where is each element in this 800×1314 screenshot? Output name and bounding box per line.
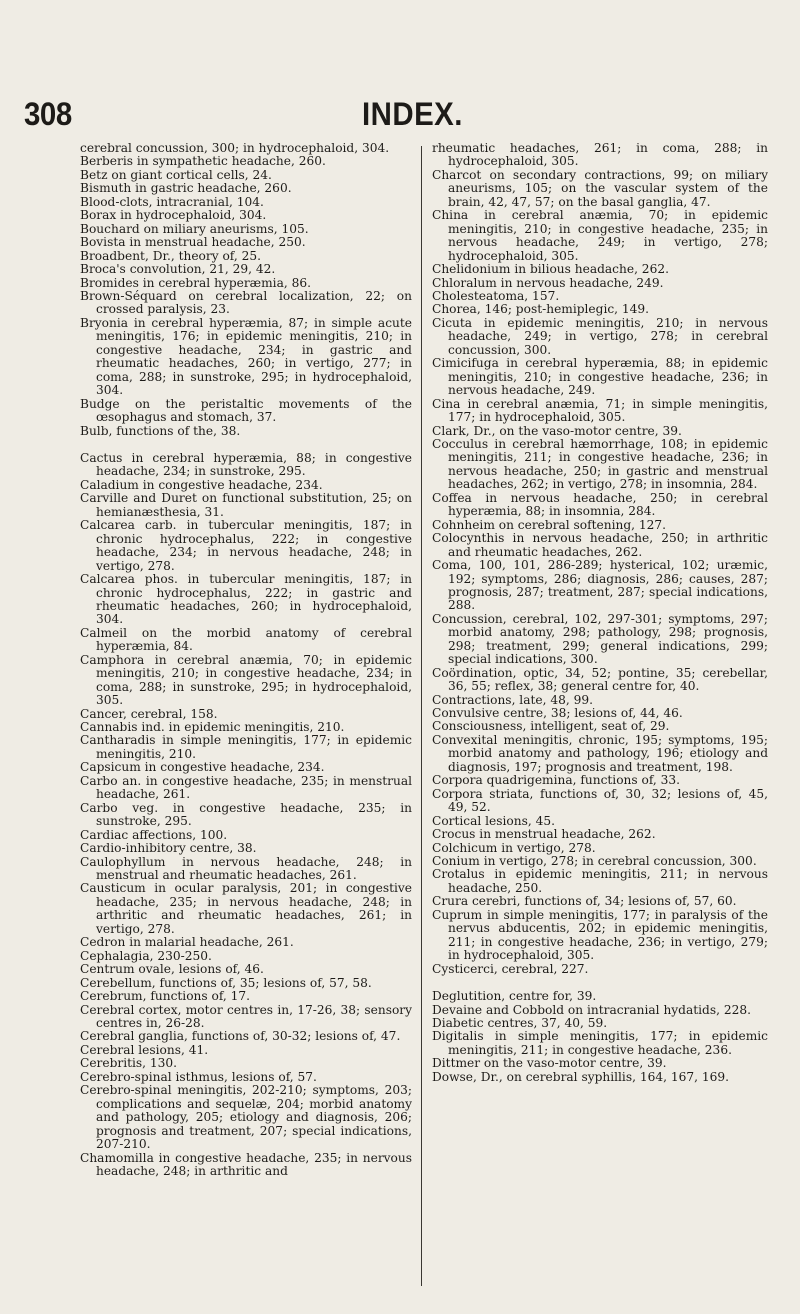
right-column (432, 142, 768, 1084)
index-entry: rheumatic headaches, 261; in coma, 288; in hydrocephaloid, 305. (432, 141, 768, 169)
index-entry: cerebral concussion, 300; in hydrocephaloid, 304. (80, 141, 390, 155)
index-entry: Cedron in malarial headache, 261. (80, 935, 294, 950)
index-entry: Charcot on secondary contractions, 99; on miliary aneurisms, 105; on the vascular system of the brain, 42, 47, 57; on the basal ganglia, 47. (432, 167, 768, 209)
index-entry: Carbo an. in congestive headache, 235; in menstrual headache, 261. (80, 773, 412, 802)
index-entry: Calmeil on the morbid anatomy of cerebral hyperæmia, 84. (80, 625, 412, 654)
page-title: INDEX. (362, 96, 463, 132)
index-entry: Cerebritis, 130. (80, 1056, 178, 1071)
index-entry: Cholesteatoma, 157. (432, 288, 560, 303)
index-entry: Cysticerci, cerebral, 227. (432, 961, 589, 976)
index-entry: Caulophyllum in nervous headache, 248; in menstrual and rheumatic headaches, 261. (80, 854, 412, 883)
index-entry: Carbo veg. in congestive headache, 235; in sunstroke, 295. (80, 800, 412, 829)
index-entry: Corpora striata, functions of, 30, 32; lesions of, 45, 49, 52. (432, 786, 768, 815)
index-entry: Colocynthis in nervous headache, 250; in arthritic and rheumatic headaches, 262. (432, 531, 768, 559)
index-entry: Consciousness, intelligent, seat of, 29. (432, 719, 670, 734)
index-entry: Cerebral lesions, 41. (80, 1042, 209, 1057)
index-entry: Coördination, optic, 34, 52; pontine, 35; cerebellar, 36, 55; reflex, 38; general centre for, 40. (432, 665, 768, 694)
index-entry: Crotalus in epidemic meningitis, 211; in nervous headache, 250. (432, 867, 768, 895)
index-entry: Convulsive centre, 38; lesions of, 44, 46. (432, 706, 683, 721)
index-entry: Bouchard on miliary aneurisms, 105. (80, 221, 309, 236)
index-entry: Bovista in menstrual headache, 250. (80, 235, 306, 250)
index-entry: Calcarea carb. in tubercular meningitis, 187; in chronic hydrocephalus, 222; in congestive headache, 234; in nervous headache, 248; in vertigo, 278. (80, 518, 412, 573)
index-entry: Corpora quadrigemina, functions of, 33. (432, 773, 681, 788)
index-entry: Bismuth in gastric headache, 260. (80, 181, 292, 196)
index-entry: Broca's convolution, 21, 29, 42. (80, 262, 276, 277)
index-entry: Digitalis in simple meningitis, 177; in epidemic meningitis, 211; in congestive headache, 236. (432, 1029, 768, 1057)
index-entry: Cerebral cortex, motor centres in, 17-26, 38; sensory centres in, 26-28. (80, 1002, 412, 1030)
index-entry: Contractions, late, 48, 99. (432, 692, 593, 707)
index-entry: Cimicifuga in cerebral hyperæmia, 88; in epidemic meningitis, 210; in congestive headache, 236; in nervous headache, 249. (432, 356, 768, 398)
index-entry: Causticum in ocular paralysis, 201; in congestive headache, 235; in nervous headache, 248; in arthritic and rheumatic headaches, 261; in vertigo, 278. (80, 881, 412, 936)
index-entry: Coffea in nervous headache, 250; in cerebral hyperæmia, 88; in insomnia, 284. (432, 490, 768, 519)
index-entry: Cerebellum, functions of, 35; lesions of, 57, 58. (80, 975, 372, 990)
index-entry: Coma, 100, 101, 286-289; hysterical, 102; uræmic, 192; symptoms, 286; diagnosis, 286; causes, 287; prognosis, 287; treatment, 287; special indications, 288. (432, 558, 768, 613)
index-entry: Calcarea phos. in tubercular meningitis, 187; in chronic hydrocephalus, 222; in gastric and rheumatic headaches, 260; in hydrocephaloid, 304. (80, 572, 412, 627)
index-entry: Cuprum in simple meningitis, 177; in paralysis of the nervus abducentis, 202; in epidemic meningitis, 211; in congestive headache, 236; in vertigo, 279; in hydrocephaloid, 305. (432, 907, 768, 963)
index-entry: Deglutition, centre for, 39. (432, 989, 597, 1004)
index-entry: Broadbent, Dr., theory of, 25. (80, 248, 262, 263)
index-entry: Cannabis ind. in epidemic meningitis, 210. (80, 720, 345, 735)
index-entry: Convexital meningitis, chronic, 195; symptoms, 195; morbid anatomy and pathology, 196; etiology and diagnosis, 197; prognosis and treatment, 198. (432, 732, 768, 774)
index-entry: Cantharadis in simple meningitis, 177; in epidemic meningitis, 210. (80, 733, 412, 761)
index-entry: Bulb, functions of the, 38. (80, 423, 241, 438)
index-entry: Carville and Duret on functional substitution, 25; on hemianæsthesia, 31. (80, 491, 412, 519)
index-entry: Bromides in cerebral hyperæmia, 86. (80, 275, 311, 290)
letter-section-gap (80, 438, 412, 452)
index-entry: Cerebrum, functions of, 17. (80, 989, 251, 1004)
index-entry: Concussion, cerebral, 102, 297-301; symptoms, 297; morbid anatomy, 298; pathology, 298; prognosis, 298; treatment, 299; general indications, 299; special indications, 300. (432, 611, 768, 667)
index-entry: Conium in vertigo, 278; in cerebral concussion, 300. (432, 854, 757, 869)
index-body (0, 142, 800, 1292)
index-entry: Clark, Dr., on the vaso-motor centre, 39. (432, 423, 682, 438)
index-entry: Cerebral ganglia, functions of, 30-32; lesions of, 47. (80, 1029, 401, 1044)
index-entry: Cina in cerebral anæmia, 71; in simple meningitis, 177; in hydrocephaloid, 305. (432, 396, 768, 425)
index-entry: Devaine and Cobbold on intracranial hydatids, 228. (432, 1002, 751, 1017)
index-entry: Cerebro-spinal isthmus, lesions of, 57. (80, 1069, 317, 1084)
index-entry: Cephalagia, 230-250. (80, 948, 212, 963)
index-entry: Caladium in congestive headache, 234. (80, 477, 323, 492)
index-entry: Budge on the peristaltic movements of the œsophagus and stomach, 37. (80, 396, 412, 425)
index-entry: Cardiac affections, 100. (80, 827, 228, 842)
index-entry: Cicuta in epidemic meningitis, 210; in nervous headache, 249; in vertigo, 278; in cerebral concussion, 300. (432, 315, 768, 357)
left-column (80, 142, 412, 1178)
index-entry: Crura cerebri, functions of, 34; lesions of, 57, 60. (432, 894, 737, 909)
index-entry: Cancer, cerebral, 158. (80, 706, 218, 721)
index-entry: Cactus in cerebral hyperæmia, 88; in congestive headache, 234; in sunstroke, 295. (80, 450, 412, 479)
index-entry: Camphora in cerebral anæmia, 70; in epidemic meningitis, 210; in congestive headache, 234; in coma, 288; in sunstroke, 295; in hydrocephaloid, 305. (80, 652, 412, 708)
page-number: 308 (24, 96, 72, 132)
index-entry: Blood-clots, intracranial, 104. (80, 194, 264, 209)
index-entry: Dittmer on the vaso-motor centre, 39. (432, 1056, 667, 1071)
index-entry: Cocculus in cerebral hæmorrhage, 108; in epidemic meningitis, 211; in congestive headache, 236; in nervous headache, 250; in gastric and menstrual headaches, 262; in vertigo, 278; in insomnia, 284. (432, 436, 768, 492)
index-entry: Betz on giant cortical cells, 24. (80, 167, 272, 182)
index-entry: Bryonia in cerebral hyperæmia, 87; in simple acute meningitis, 176; in epidemic meningitis, 210; in congestive headache, 234; in gastric and rheumatic headaches, 260; in vertigo, 277; in coma, 288; in sunstroke, 295; in hydrocephaloid, 304. (80, 315, 412, 398)
index-entry: Crocus in menstrual headache, 262. (432, 827, 656, 842)
index-entry: Chloralum in nervous headache, 249. (432, 275, 664, 290)
letter-section-gap (432, 976, 768, 990)
index-entry: Centrum ovale, lesions of, 46. (80, 962, 264, 977)
index-entry: Berberis in sympathetic headache, 260. (80, 154, 326, 169)
index-entry: Cortical lesions, 45. (432, 813, 555, 828)
index-entry: Brown-Séquard on cerebral localization, 22; on crossed paralysis, 23. (80, 288, 412, 317)
index-entry: Chamomilla in congestive headache, 235; in nervous headache, 248; in arthritic and (80, 1150, 412, 1178)
index-entry: Dowse, Dr., on cerebral syphillis, 164, 167, 169. (432, 1069, 729, 1084)
index-entry: Cohnheim on cerebral softening, 127. (432, 517, 667, 532)
index-entry: Diabetic centres, 37, 40, 59. (432, 1016, 608, 1030)
index-entry: China in cerebral anæmia, 70; in epidemic meningitis, 210; in congestive headache, 235; in nervous headache, 249; in vertigo, 278; hydrocephaloid, 305. (432, 208, 768, 263)
index-entry: Chorea, 146; post-hemiplegic, 149. (432, 302, 650, 317)
index-entry: Cardio-inhibitory centre, 38. (80, 841, 257, 856)
index-entry: Colchicum in vertigo, 278. (432, 840, 596, 855)
index-entry: Chelidonium in bilious headache, 262. (432, 262, 669, 277)
index-entry: Cerebro-spinal meningitis, 202-210; symptoms, 203; complications and sequelæ, 204; morbid anatomy and pathology, 205; etiology and diagnosis, 206; prognosis and treatment, 207; special indications, 207-210. (80, 1083, 412, 1152)
index-entry: Borax in hydrocephaloid, 304. (80, 208, 267, 223)
index-entry: Capsicum in congestive headache, 234. (80, 760, 325, 775)
